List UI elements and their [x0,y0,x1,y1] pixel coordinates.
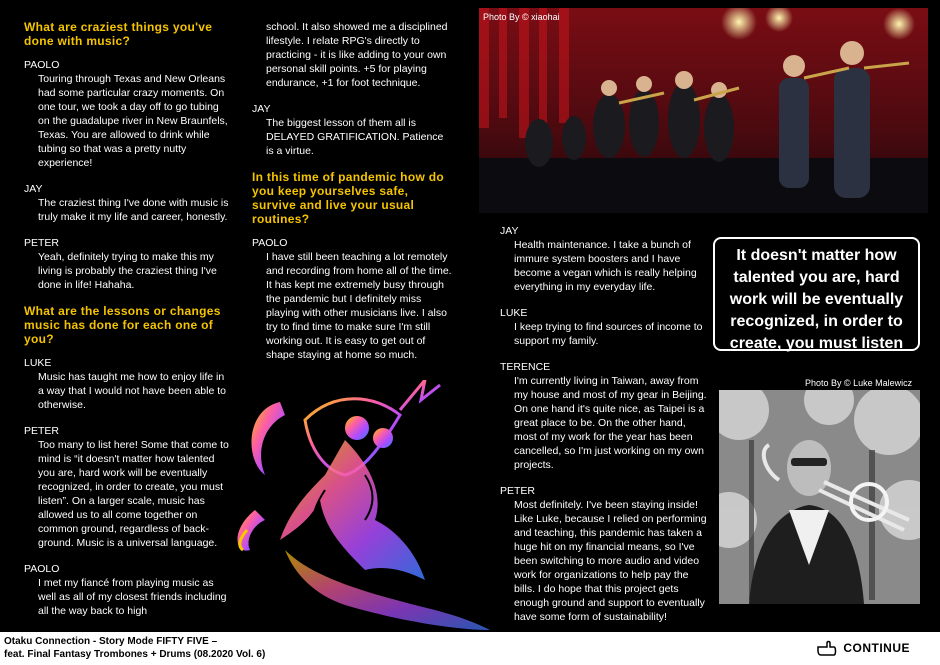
answer-text: Music has taught me how to enjoy life in a way that I would not have been able to otherwise. [38,371,226,411]
answer-text: The biggest lesson of them all is DELAYED GRATIFICATION. Patience is a virtue. [266,117,444,157]
speaker-name: PAOLO [24,563,60,575]
concert-photo-image [479,8,928,213]
speaker-name: PETER [500,485,536,497]
question-lessons: What are the lessons or changes music has done for each one of you? [24,304,221,346]
photo-credit-luke-malewicz: Photo By © Luke Malewicz [805,378,913,388]
answer-text: Health maintenance. I take a bunch of immure system boosters and I have become a vegan which is really helping everything in my everyday life. [514,239,697,293]
right-column [500,224,710,624]
answer-text: I met my fiancé from playing music as well as all of my closest friends including all the way back to high [38,577,227,617]
speaker-name: PETER [24,237,60,249]
speaker-name: JAY [24,183,43,195]
footer [0,632,940,665]
left-column [24,20,229,618]
footer-subtitle: feat. Final Fantasy Trombones + Drums (08.2020 Vol. 6) [4,649,266,660]
concert-photo [479,8,928,213]
answer-text: Touring through Texas and New Orleans had some particular crazy moments. On one tour, we took a day off to go tubing on the guadalupe river in New Braunfels, Texas. You are allowed to drink while tubing so that was a pretty nutty experience! [38,73,228,169]
hand-pointer-icon [817,639,837,657]
continue-label: CONTINUE [843,641,910,655]
answer-text: school. It also showed me a disciplined lifestyle. I relate RPG's directly to practicing - it is like adding to your own personal skill points. +5 for playing endurance, +1 for foot technique. [266,21,448,89]
final-fantasy-illustration [225,380,495,632]
speaker-name: JAY [500,225,519,237]
answer-text: I'm currently living in Taiwan, away from my house and most of my gear in Beijing. On one hand it's quite nice, as Taipei is a great place to be. On the other hand, most of my work for the year has been cancelled, so I'm just working on my own projects. [514,375,707,471]
answer-text: I keep trying to find sources of income to support my family. [514,321,703,347]
speaker-name: TERENCE [500,361,551,373]
trombone-photo [719,390,920,604]
answer-text: Yeah, definitely trying to make this my living is probably the craziest thing I've done in life! Hahaha. [38,251,217,291]
speaker-name: LUKE [500,307,528,319]
speaker-name: PAOLO [24,59,60,71]
question-crazy-things: What are craziest things you've done with music? [24,20,213,48]
continue-button[interactable] [817,639,910,657]
pull-quote: It doesn't matter how talented you are, hard work will be eventually recognized, in order to create, you must listen [713,237,920,351]
middle-column [252,20,452,374]
photo-credit-xiaohai: Photo By © xiaohai [483,12,560,22]
question-pandemic: In this time of pandemic how do you keep yourselves safe, survive and live your usual routines? [252,170,444,226]
answer-text: The craziest thing I've done with music is truly make it my life and career, honestly. [38,197,229,223]
speaker-name: JAY [252,103,271,115]
answer-text: Most definitely. I've been staying inside! Like Luke, because I relied on performing and teaching, this pandemic has taken a huge hit on my financial means, so I've been switching to more audio and video work for organizations to help pay the bills. I do hope that this project gets enough ground and support to eventually have some form of sustainability! [514,499,707,623]
speaker-name: PAOLO [252,237,288,249]
speaker-name: PETER [24,425,60,437]
trombone-photo-image [719,390,920,604]
answer-text: I have still been teaching a lot remotely and recording from home all of the time. It has kept me extremely busy through the pandemic but I definitely miss playing with other musicians live. I also try to find time to make sure I'm still working out. It is easy to get out of shape staying at home so much. [266,251,452,361]
answer-text: Too many to list here! Some that come to mind is “it doesn't matter how talented you are, hard work will be eventually recognized, in order to create, you must listen”. On a larger scale, music has allowed us to all come together on common ground, regardless of back-ground. Music is a universal language. [38,439,229,549]
speaker-name: LUKE [24,357,52,369]
footer-title: Otaku Connection - Story Mode FIFTY FIVE – [4,636,218,647]
